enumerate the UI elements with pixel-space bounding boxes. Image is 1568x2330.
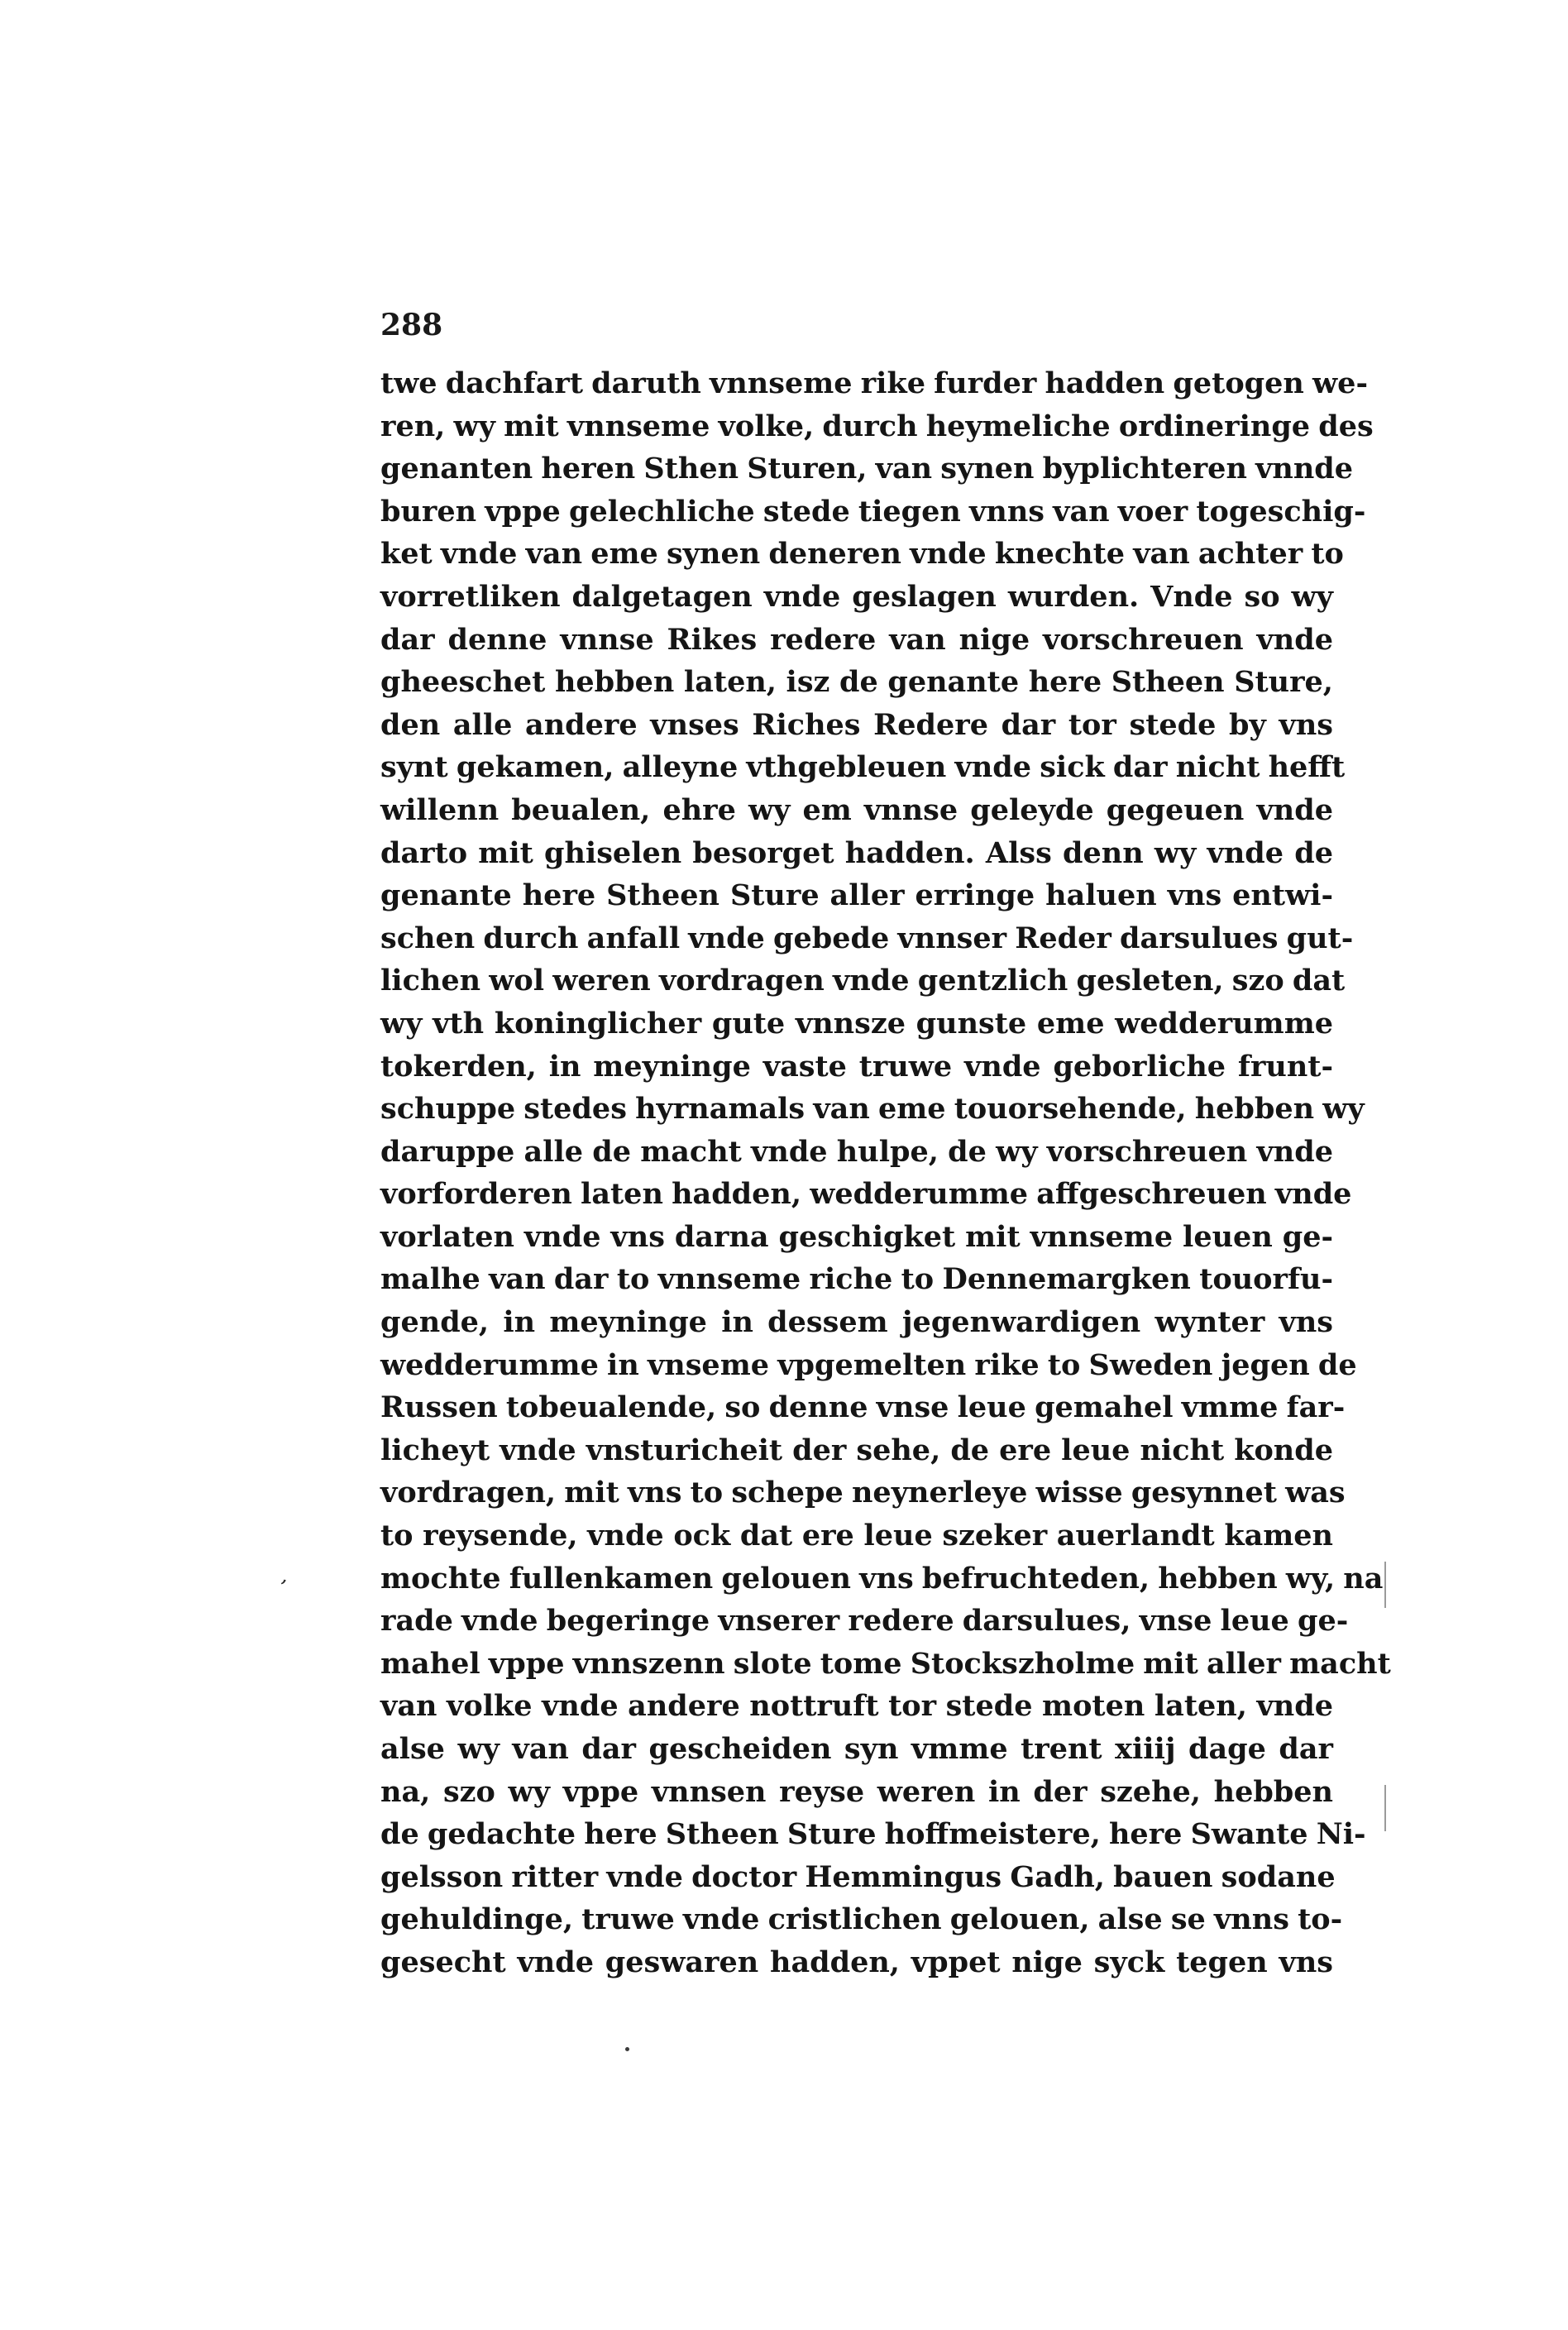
body-text [380,362,1391,1984]
text-line: tokerden, in meyninge vaste truwe vnde geborliche frunt- [380,1049,1333,1084]
margin-tick-mark: ’ [274,1575,289,1601]
text-line: to reysende, vnde ock dat ere leue szeker auerlandt kamen [380,1519,1333,1553]
text-line: vorforderen laten hadden, wedderumme affgeschreuen vnde [380,1177,1352,1212]
text-line: genanten heren Sthen Sturen, van synen byplichteren vnnde [380,452,1354,486]
text-line: gesecht vnde geswaren hadden, vppet nige syck tegen vns [380,1945,1333,1979]
text-line: mochte fullenkamen gelouen vns befruchteden, hebben wy, na [380,1561,1384,1596]
text-line: den alle andere vnses Riches Redere dar tor stede by vns [380,707,1333,742]
text-line: buren vppe gelechliche stede tiegen vnns van voer togeschig- [380,494,1366,529]
margin-rule [1384,1562,1386,1608]
margin-rule [1384,1785,1386,1831]
text-line: de gedachte here Stheen Sture hoffmeistere, here Swante Ni- [380,1817,1366,1852]
text-line: na, szo wy vppe vnnsen reyse weren in der szehe, hebben [380,1774,1333,1809]
text-line: vorlaten vnde vns darna geschigket mit vnnseme leuen ge- [380,1219,1333,1254]
text-line: malhe van dar to vnnseme riche to Dennemargken touorfu- [380,1262,1333,1297]
text-line: willenn beualen, ehre wy em vnnse geleyde gegeuen vnde [380,792,1333,827]
text-line: darto mit ghiselen besorget hadden. Alss denn wy vnde de [380,835,1333,870]
text-line: alse wy van dar gescheiden syn vmme trent xiiij dage dar [380,1732,1333,1766]
text-line: vordragen, mit vns to schepe neynerleye wisse gesynnet was [380,1476,1346,1510]
text-line: gende, in meyninge in dessem jegenwardigen wynter vns [380,1305,1333,1340]
text-line: Russen tobeualende, so denne vnse leue gemahel vmme far- [380,1390,1346,1425]
text-line: vorretliken dalgetagen vnde geslagen wurden. Vnde so wy [380,579,1333,614]
text-line: gheeschet hebben laten, isz de genante here Stheen Sture, [380,665,1333,700]
text-line: gelsson ritter vnde doctor Hemmingus Gadh, bauen sodane [380,1859,1336,1894]
text-line: van volke vnde andere nottruft tor stede moten laten, vnde [380,1689,1333,1724]
text-line: dar denne vnnse Rikes redere van nige vorschreuen vnde [380,622,1333,657]
text-line: schen durch anfall vnde gebede vnnser Reder darsulues gut- [380,921,1354,955]
text-line: wedderumme in vnseme vpgemelten rike to Sweden jegen de [380,1347,1357,1382]
text-line: ren, wy mit vnnseme volke, durch heymeliche ordineringe des [380,409,1374,443]
text-line: daruppe alle de macht vnde hulpe, de wy vorschreuen vnde [380,1134,1333,1169]
text-line: mahel vppe vnnszenn slote tome Stockszholme mit aller macht [380,1646,1391,1681]
page-number: 288 [380,308,443,342]
text-line: genante here Stheen Sture aller erringe haluen vns entwi- [380,878,1333,913]
text-line: ket vnde van eme synen deneren vnde knechte van achter to [380,537,1344,572]
text-line: twe dachfart daruth vnnseme rike furder hadden getogen we- [380,366,1368,400]
text-line: licheyt vnde vnsturicheit der sehe, de ere leue nicht konde [380,1433,1333,1467]
text-line: lichen wol weren vordragen vnde gentzlich gesleten, szo dat [380,964,1346,998]
text-line: schuppe stedes hyrnamals van eme touorsehende, hebben wy [380,1092,1365,1127]
text-line: wy vth koninglicher gute vnnsze gunste eme wedderumme [380,1006,1333,1041]
ink-speck [625,2047,629,2051]
text-line: gehuldinge, truwe vnde cristlichen gelouen, alse se vnns to- [380,1902,1343,1937]
text-line: synt gekamen, alleyne vthgebleuen vnde sick dar nicht hefft [380,750,1346,785]
text-line: rade vnde begeringe vnserer redere darsulues, vnse leue ge- [380,1604,1349,1639]
